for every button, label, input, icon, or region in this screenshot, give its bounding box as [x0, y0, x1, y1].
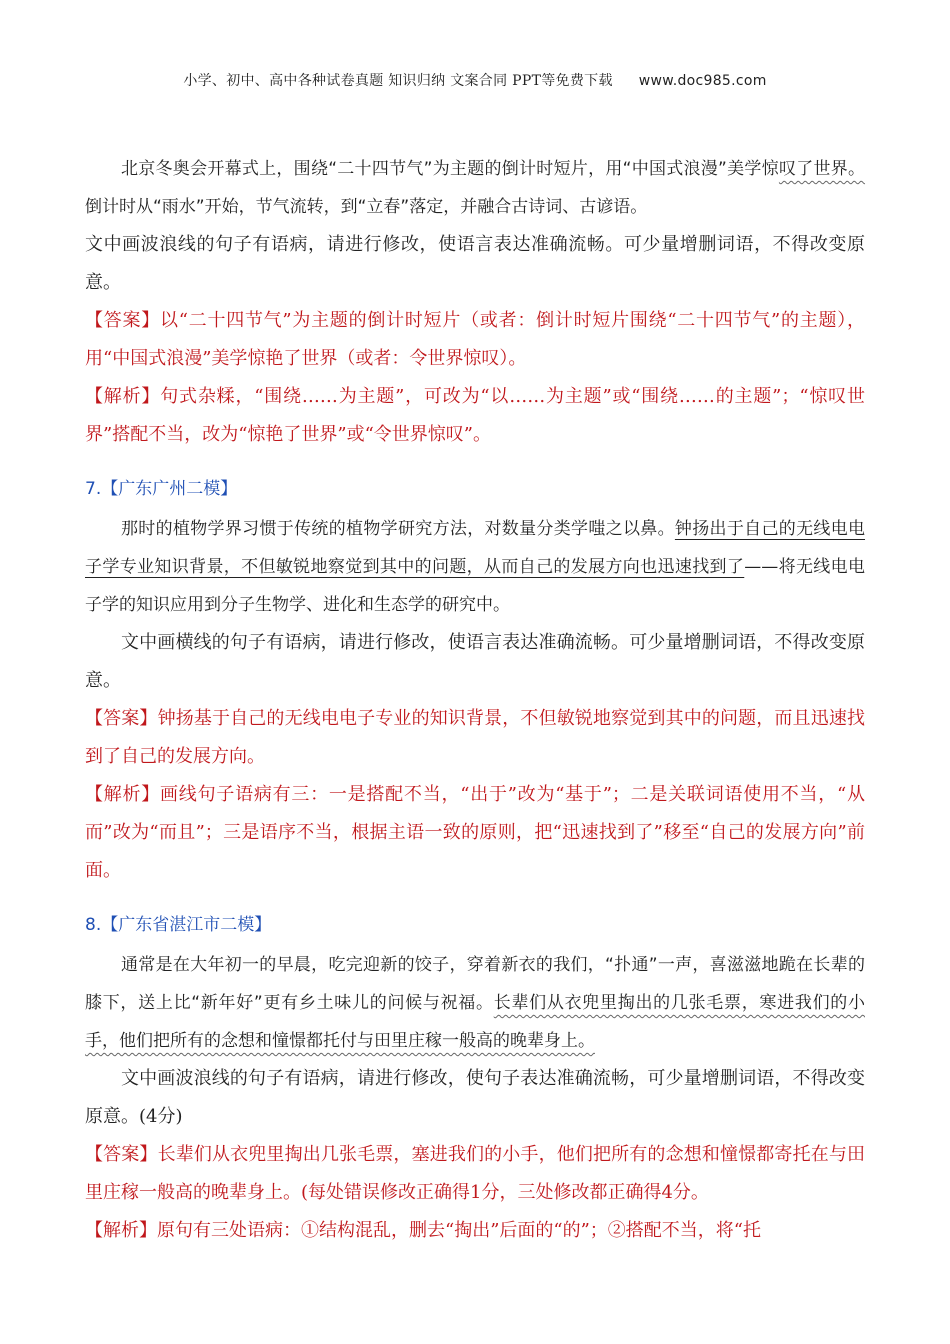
q6-passage-post: 倒计时从“雨水”开始，节气流转，到“立春”落定，并融合古诗词、古谚语。 [85, 197, 648, 217]
header-site: www.doc985.com [638, 73, 767, 89]
q7-passage-underlined: 钟扬出于自己的无线电电子学专业知识背景，不但敏锐地察觉到其中的问题，从而自己的发展方向也迅速找到了 [85, 519, 866, 577]
q6-passage-wavy: 叹了世界。 [778, 159, 866, 179]
document-body [85, 150, 865, 1250]
q7-task: 文中画横线的句子有语病，请进行修改，使语言表达准确流畅。可少量增删词语，不得改变原意。 [85, 632, 865, 691]
q8-analysis: 【解析】原句有三处语病：①结构混乱，删去“掏出”后面的“的”；②搭配不当，将“托 [85, 1220, 762, 1241]
q8-title: 8.【广东省湛江市二模】 [85, 915, 272, 935]
q8-task: 文中画波浪线的句子有语病，请进行修改，使句子表达准确流畅，可少量增删词语，不得改变原意。(4分) [85, 1068, 865, 1127]
q6-analysis: 【解析】句式杂糅，“围绕……为主题”，可改为“以……为主题”或“围绕……的主题”；“惊叹世界”搭配不当，改为“惊艳了世界”或“令世界惊叹”。 [85, 386, 865, 445]
page-header [0, 70, 950, 90]
q6-answer: 【答案】以“二十四节气”为主题的倒计时短片（或者：倒计时短片围绕“二十四节气”的主题），用“中国式浪漫”美学惊艳了世界（或者：令世界惊叹）。 [85, 310, 865, 369]
header-text: 小学、初中、高中各种试卷真题 知识归纳 文案合同 PPT等免费下载 [183, 73, 613, 89]
q8-passage [85, 946, 865, 1060]
question-7 [85, 472, 865, 890]
q7-passage-post: ——将无线电电子学的知识应用到分子生物学、进化和生态学的研究中。 [85, 557, 866, 615]
question-6 [85, 150, 865, 454]
q7-passage-pre: 那时的植物学界习惯于传统的植物学研究方法，对数量分类学嗤之以鼻。 [121, 519, 675, 539]
question-8 [85, 908, 865, 1250]
q8-passage-wavy: 长辈们从衣兜里掏出的几张毛票，寒进我们的小手，他们把所有的念想和憧憬都托付与田里庄稼一般高的晚辈身上。 [85, 993, 865, 1051]
q7-analysis: 【解析】画线句子语病有三：一是搭配不当，“出于”改为“基于”；二是关联词语使用不当，“从而”改为“而且”；三是语序不当，根据主语一致的原则，把“迅速找到了”移至“自己的发展方向”前面。 [85, 784, 865, 881]
q6-task: 文中画波浪线的句子有语病，请进行修改，使语言表达准确流畅。可少量增删词语，不得改变原意。 [85, 234, 865, 293]
q7-title: 7.【广东广州二模】 [85, 479, 238, 499]
q8-passage-pre: 通常是在大年初一的早晨，吃完迎新的饺子，穿着新衣的我们，“扑通”一声，喜滋滋地跪在长辈的膝下，送上比“新年好”更有乡土味儿的问候与祝福。 [85, 955, 865, 1013]
q6-passage [85, 150, 865, 226]
q8-answer: 【答案】长辈们从衣兜里掏出几张毛票，塞进我们的小手，他们把所有的念想和憧憬都寄托在与田里庄稼一般高的晚辈身上。(每处错误修改正确得1分，三处修改都正确得4分。 [85, 1144, 865, 1203]
q7-answer: 【答案】钟扬基于自己的无线电电子专业的知识背景，不但敏锐地察觉到其中的问题，而且迅速找到了自己的发展方向。 [85, 708, 865, 767]
q7-passage [85, 510, 865, 624]
q6-passage-pre: 北京冬奥会开幕式上，围绕“二十四节气”为主题的倒计时短片，用“中国式浪漫”美学惊 [121, 159, 779, 179]
